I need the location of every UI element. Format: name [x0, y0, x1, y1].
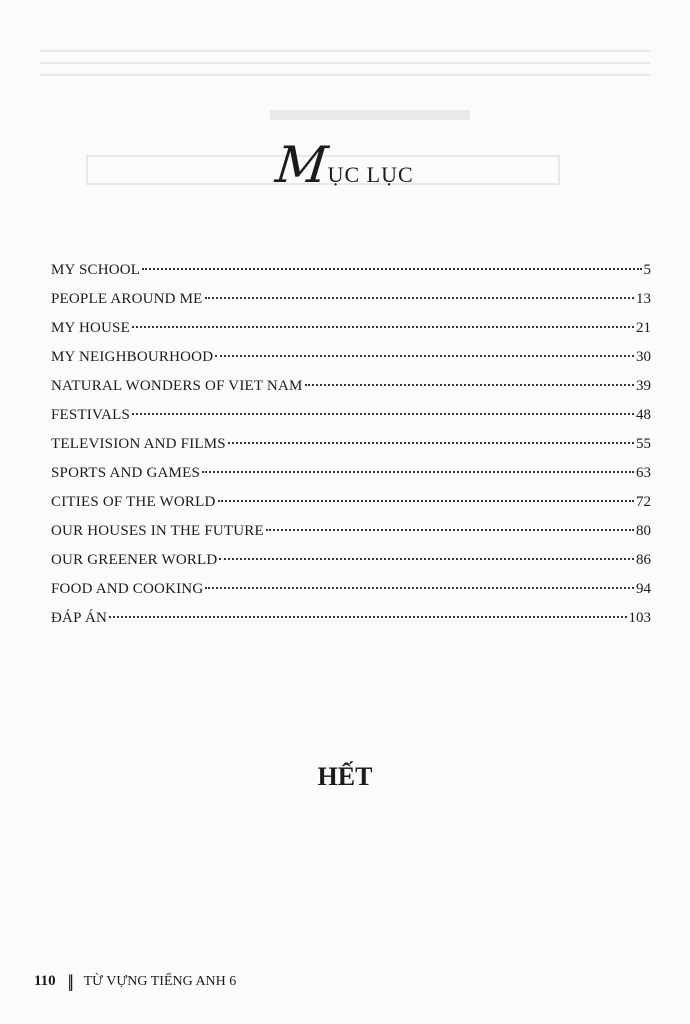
page-title: [0, 136, 690, 194]
toc-entry-label: MY SCHOOL: [51, 262, 141, 278]
toc-entry[interactable]: [51, 581, 651, 610]
toc-entry[interactable]: [51, 610, 651, 639]
toc-entry-label: OUR HOUSES IN THE FUTURE: [51, 523, 264, 539]
dot-leader: [228, 442, 634, 444]
toc-entry-page: 86: [636, 552, 651, 568]
toc-entry-page: 39: [636, 378, 651, 394]
toc-entry[interactable]: [51, 436, 651, 465]
page-footer: [34, 971, 236, 992]
toc-entry[interactable]: [51, 494, 651, 523]
title-rest: ỤC LỤC: [327, 162, 414, 187]
toc-entry[interactable]: [51, 262, 651, 291]
toc-entry-page: 63: [636, 465, 651, 481]
toc-entry-label: TELEVISION AND FILMS: [51, 436, 226, 452]
table-of-contents: [51, 262, 651, 639]
toc-entry-page: 103: [628, 610, 651, 626]
toc-entry-page: 80: [636, 523, 651, 539]
dot-leader: [218, 500, 635, 502]
toc-entry-label: FOOD AND COOKING: [51, 581, 204, 597]
dot-leader: [266, 529, 634, 531]
dot-leader: [215, 355, 634, 357]
dot-leader: [202, 471, 634, 473]
toc-entry-page: 13: [636, 291, 651, 307]
dot-leader: [219, 558, 634, 560]
toc-entry-page: 72: [636, 494, 651, 510]
toc-entry-label: ĐÁP ÁN: [51, 610, 108, 626]
toc-entry-page: 94: [636, 581, 651, 597]
toc-entry[interactable]: [51, 523, 651, 552]
toc-entry-page: 21: [636, 320, 651, 336]
dot-leader: [132, 413, 634, 415]
toc-entry-label: SPORTS AND GAMES: [51, 465, 201, 481]
toc-entry[interactable]: [51, 378, 651, 407]
title-initial: M: [273, 136, 331, 194]
toc-entry-page: 55: [636, 436, 651, 452]
dot-leader: [205, 587, 634, 589]
end-text: HẾT: [317, 762, 373, 791]
toc-entry[interactable]: [51, 552, 651, 581]
toc-entry[interactable]: [51, 465, 651, 494]
page-number: 110: [34, 973, 56, 989]
toc-entry-label: CITIES OF THE WORLD: [51, 494, 216, 510]
toc-entry-label: MY HOUSE: [51, 320, 130, 336]
toc-entry-page: 5: [643, 262, 651, 278]
footer-separator: ||: [67, 971, 72, 991]
dot-leader: [205, 297, 634, 299]
toc-entry-label: MY NEIGHBOURHOOD: [51, 349, 214, 365]
toc-entry-label: FESTIVALS: [51, 407, 131, 423]
toc-entry[interactable]: [51, 320, 651, 349]
dot-leader: [109, 616, 626, 618]
toc-entry-label: NATURAL WONDERS OF VIET NAM: [51, 378, 303, 394]
toc-entry[interactable]: [51, 291, 651, 320]
toc-entry[interactable]: [51, 407, 651, 436]
toc-entry-page: 48: [636, 407, 651, 423]
dot-leader: [142, 268, 641, 270]
toc-entry-page: 30: [636, 349, 651, 365]
toc-entry-label: PEOPLE AROUND ME: [51, 291, 203, 307]
toc-entry[interactable]: [51, 349, 651, 378]
book-title: TỪ VỰNG TIẾNG ANH 6: [83, 973, 237, 989]
dot-leader: [305, 384, 634, 386]
dot-leader: [132, 326, 634, 328]
toc-entry-label: OUR GREENER WORLD: [51, 552, 218, 568]
